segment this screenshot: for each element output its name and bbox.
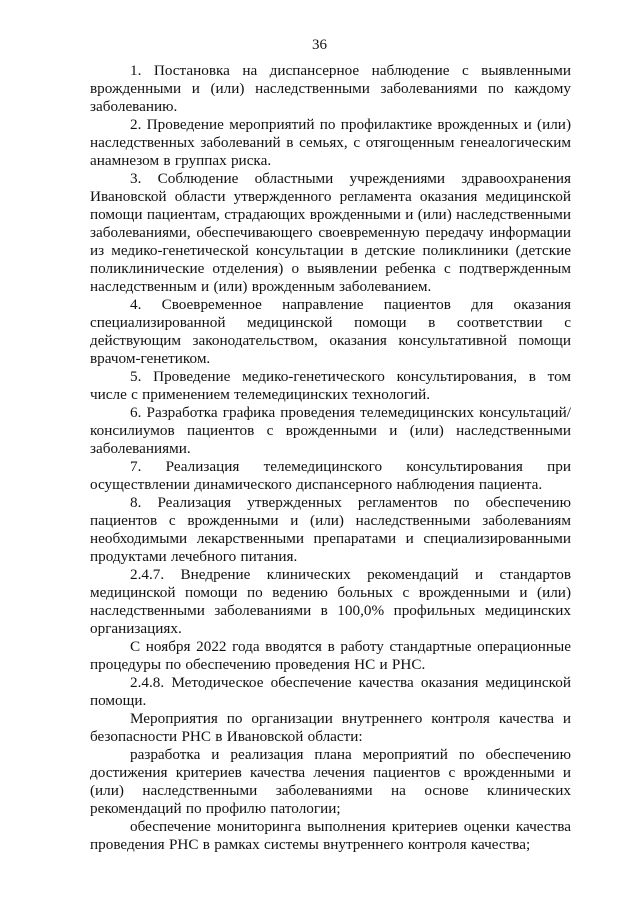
paragraph: Мероприятия по организации внутреннего контроля качества и безопасности РНС в Ивановской области: xyxy=(90,710,571,745)
paragraph: 2.4.8. Методическое обеспечение качества оказания медицинской помощи. xyxy=(90,674,571,709)
paragraph: 4. Своевременное направление пациентов для оказания специализированной медицинской помощи в соответствии с действующим законодательством, оказания консультативной помощи врачом-генетиком. xyxy=(90,296,571,367)
paragraph: обеспечение мониторинга выполнения критериев оценки качества проведения РНС в рамках системы внутреннего контроля качества; xyxy=(90,818,571,853)
document-body xyxy=(90,62,571,854)
paragraph: 6. Разработка графика проведения телемедицинских консультаций/консилиумов пациентов с врожденными и (или) наследственными заболеваниями. xyxy=(90,404,571,457)
paragraph: С ноября 2022 года вводятся в работу стандартные операционные процедуры по обеспечению проведения НС и РНС. xyxy=(90,638,571,673)
paragraph: 2. Проведение мероприятий по профилактике врожденных и (или) наследственных заболеваний в семьях, с отягощенным генеалогическим анамнезом в группах риска. xyxy=(90,116,571,169)
paragraph: 1. Постановка на диспансерное наблюдение с выявленными врожденными и (или) наследственными заболеваниями по каждому заболеванию. xyxy=(90,62,571,115)
paragraph: 2.4.7. Внедрение клинических рекомендаций и стандартов медицинской помощи по ведению больных с врожденными и (или) наследственными заболеваниями в 100,0% профильных медицинских организациях. xyxy=(90,566,571,637)
paragraph: 5. Проведение медико-генетического консультирования, в том числе с применением телемедицинских технологий. xyxy=(90,368,571,403)
page-number: 36 xyxy=(312,37,327,53)
paragraph: разработка и реализация плана мероприятий по обеспечению достижения критериев качества лечения пациентов с врожденными и (или) наследственными заболеваниями на основе клинических рекомендаций по профилю патологии; xyxy=(90,746,571,817)
paragraph: 8. Реализация утвержденных регламентов по обеспечению пациентов с врожденными и (или) наследственными заболеваниям необходимыми лекарственными препаратами и специализированными продуктами лечебного питания. xyxy=(90,494,571,565)
paragraph: 3. Соблюдение областными учреждениями здравоохранения Ивановской области утвержденного регламента оказания медицинской помощи пациентам, страдающих врожденными и (или) наследственными заболеваниями, обеспечивающего своевременную передачу информации из медико-генетической консультации в детские поликлиники (детские поликлинические отделения) о выявлении ребенка с подтвержденным наследственным и (или) врожденным заболеванием. xyxy=(90,170,571,295)
paragraph: 7. Реализация телемедицинского консультирования при осуществлении динамического диспансерного наблюдения пациента. xyxy=(90,458,571,493)
